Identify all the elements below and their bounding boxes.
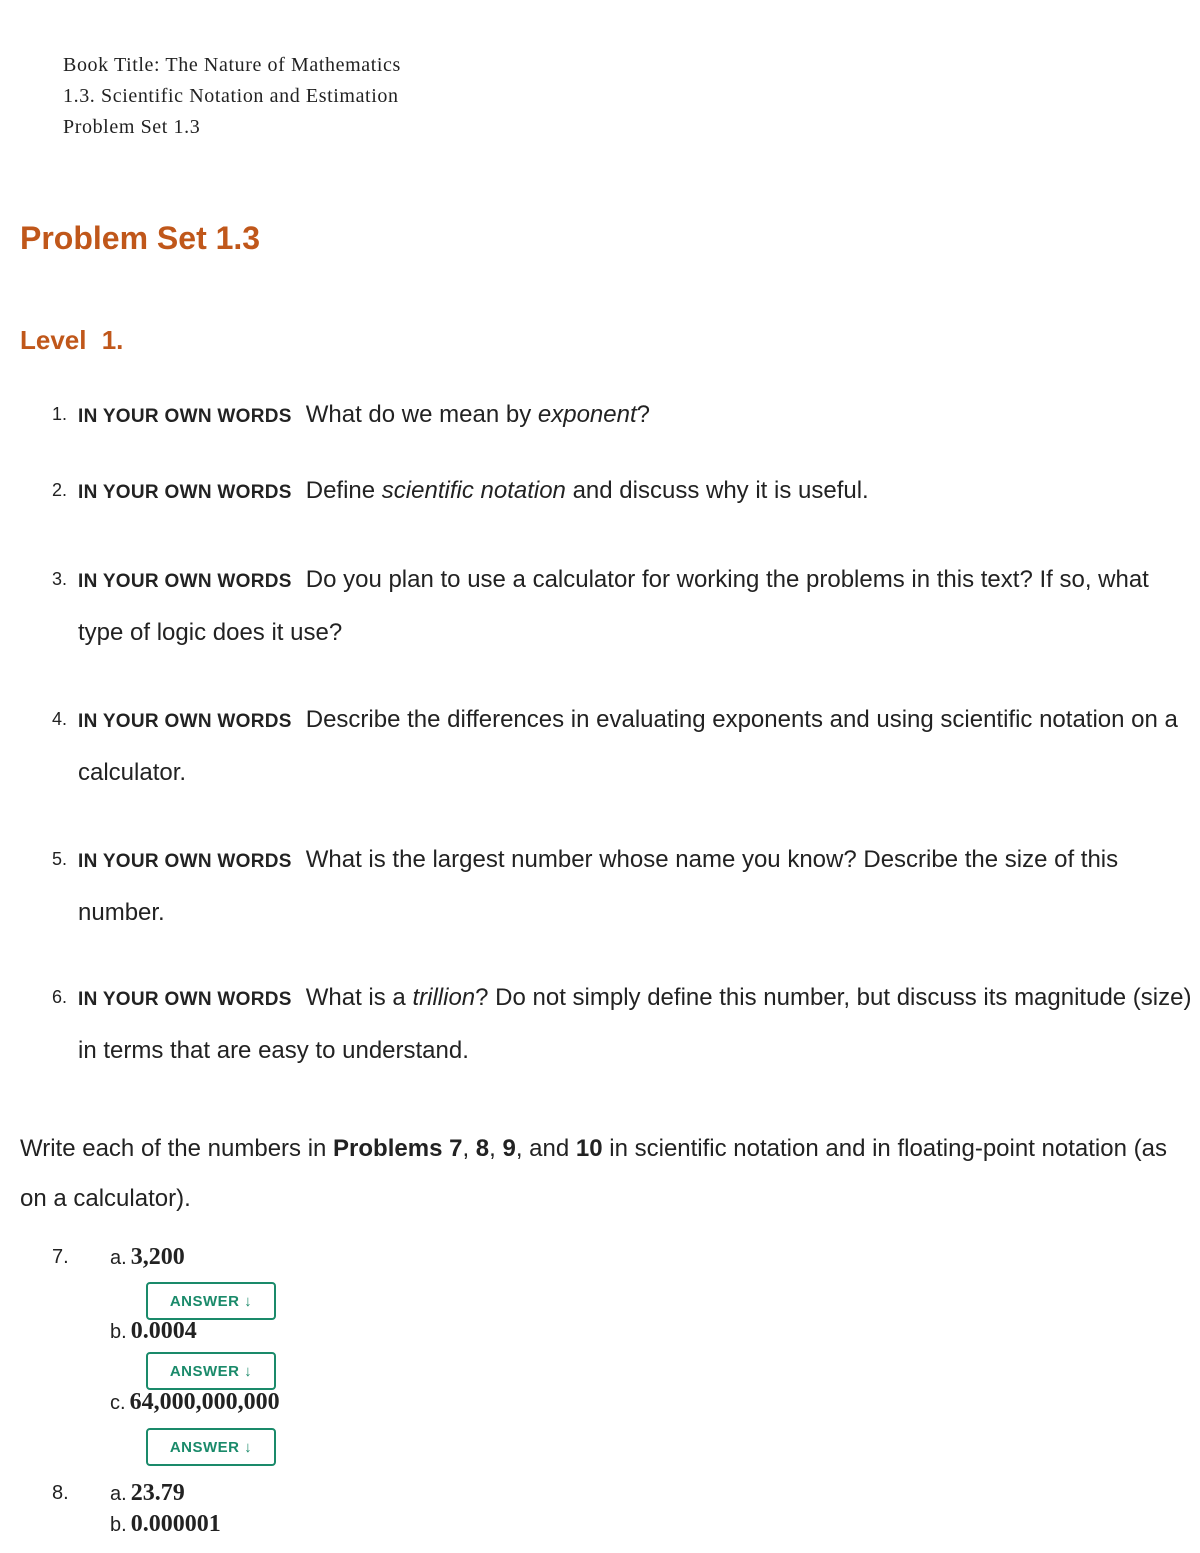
answer-button[interactable]: ANSWER ↓: [146, 1428, 276, 1466]
intro-text: Write each of the numbers in: [20, 1135, 334, 1162]
intro-text: ,: [462, 1135, 476, 1162]
level-heading: Level 1.: [20, 325, 124, 355]
problem-item: [20, 465, 1195, 518]
problem-number: 3.: [52, 569, 68, 589]
part-label: a.: [110, 1247, 127, 1269]
problem-tag: IN YOUR OWN WORDS: [78, 406, 292, 427]
problem-tag: IN YOUR OWN WORDS: [78, 851, 292, 872]
problem-item: [20, 834, 1195, 938]
intro-ref: 10: [575, 1135, 603, 1162]
problem-item: [20, 389, 1195, 442]
problem-number: 6.: [52, 987, 68, 1007]
problem-tag: IN YOUR OWN WORDS: [78, 711, 292, 732]
problem-text: What do we mean by: [305, 401, 538, 428]
problem-tag: IN YOUR OWN WORDS: [78, 989, 292, 1010]
problem-number: 1.: [52, 404, 68, 424]
problem-text-end: and discuss why it is useful.: [565, 477, 869, 504]
problem-text: Define: [305, 477, 382, 504]
problem-number: 5.: [52, 849, 68, 869]
page-title: Problem Set 1.3: [20, 220, 261, 256]
problem-text-end: ? Do not simply define this number, but discuss its magnitude (size) in terms that are easy to understand.: [78, 984, 1192, 1064]
instructions-paragraph: [20, 1124, 1195, 1224]
intro-text: ,: [489, 1135, 503, 1162]
intro-ref: 8: [475, 1135, 490, 1162]
problem-tag: IN YOUR OWN WORDS: [78, 482, 292, 503]
part-value: 23.79: [130, 1480, 185, 1506]
problem-term: exponent: [537, 401, 637, 428]
problem-text: Describe the differences in evaluating exponents and using scientific notation on a calculator.: [78, 706, 1178, 786]
exercise-number: 8.: [52, 1482, 69, 1504]
exercise-part: [110, 1244, 185, 1271]
problem-text: Do you plan to use a calculator for working the problems in this text? If so, what type of logic does it use?: [78, 566, 1149, 646]
section-title: 1.3. Scientific Notation and Estimation: [63, 85, 399, 107]
exercise-number: 7.: [52, 1246, 69, 1268]
problem-set-label: Problem Set 1.3: [63, 116, 201, 138]
answer-button[interactable]: ANSWER ↓: [146, 1352, 276, 1390]
answer-button[interactable]: ANSWER ↓: [146, 1282, 276, 1320]
exercise-part: [110, 1480, 185, 1507]
part-value: 0.0004: [130, 1318, 197, 1344]
problem-text: What is a: [305, 984, 413, 1011]
part-label: b.: [110, 1321, 127, 1343]
intro-text: , and: [515, 1135, 576, 1162]
problem-item: [20, 554, 1195, 658]
exercise-part: [110, 1318, 197, 1345]
intro-text: in scientific notation and in floating-point notation (as on a calculator).: [20, 1135, 1167, 1212]
exercise-part: [110, 1511, 221, 1538]
part-value: 64,000,000,000: [129, 1389, 280, 1415]
exercise-part: [110, 1389, 280, 1416]
document-header: [63, 50, 401, 143]
problem-tag: IN YOUR OWN WORDS: [78, 571, 292, 592]
problem-text-end: ?: [636, 401, 650, 428]
part-label: a.: [110, 1483, 127, 1505]
problem-term: trillion: [412, 984, 476, 1011]
intro-ref: Problems 7: [333, 1135, 463, 1162]
problem-item: [20, 694, 1195, 798]
problem-term: scientific notation: [381, 477, 566, 504]
problem-number: 2.: [52, 480, 68, 500]
part-value: 3,200: [130, 1244, 185, 1270]
part-value: 0.000001: [130, 1511, 221, 1537]
part-label: c.: [110, 1392, 126, 1414]
intro-ref: 9: [502, 1135, 516, 1162]
problem-number: 4.: [52, 709, 68, 729]
part-label: b.: [110, 1514, 127, 1536]
problem-text: What is the largest number whose name you know? Describe the size of this number.: [78, 846, 1119, 926]
problem-item: [20, 972, 1195, 1076]
book-title: Book Title: The Nature of Mathematics: [63, 54, 401, 76]
